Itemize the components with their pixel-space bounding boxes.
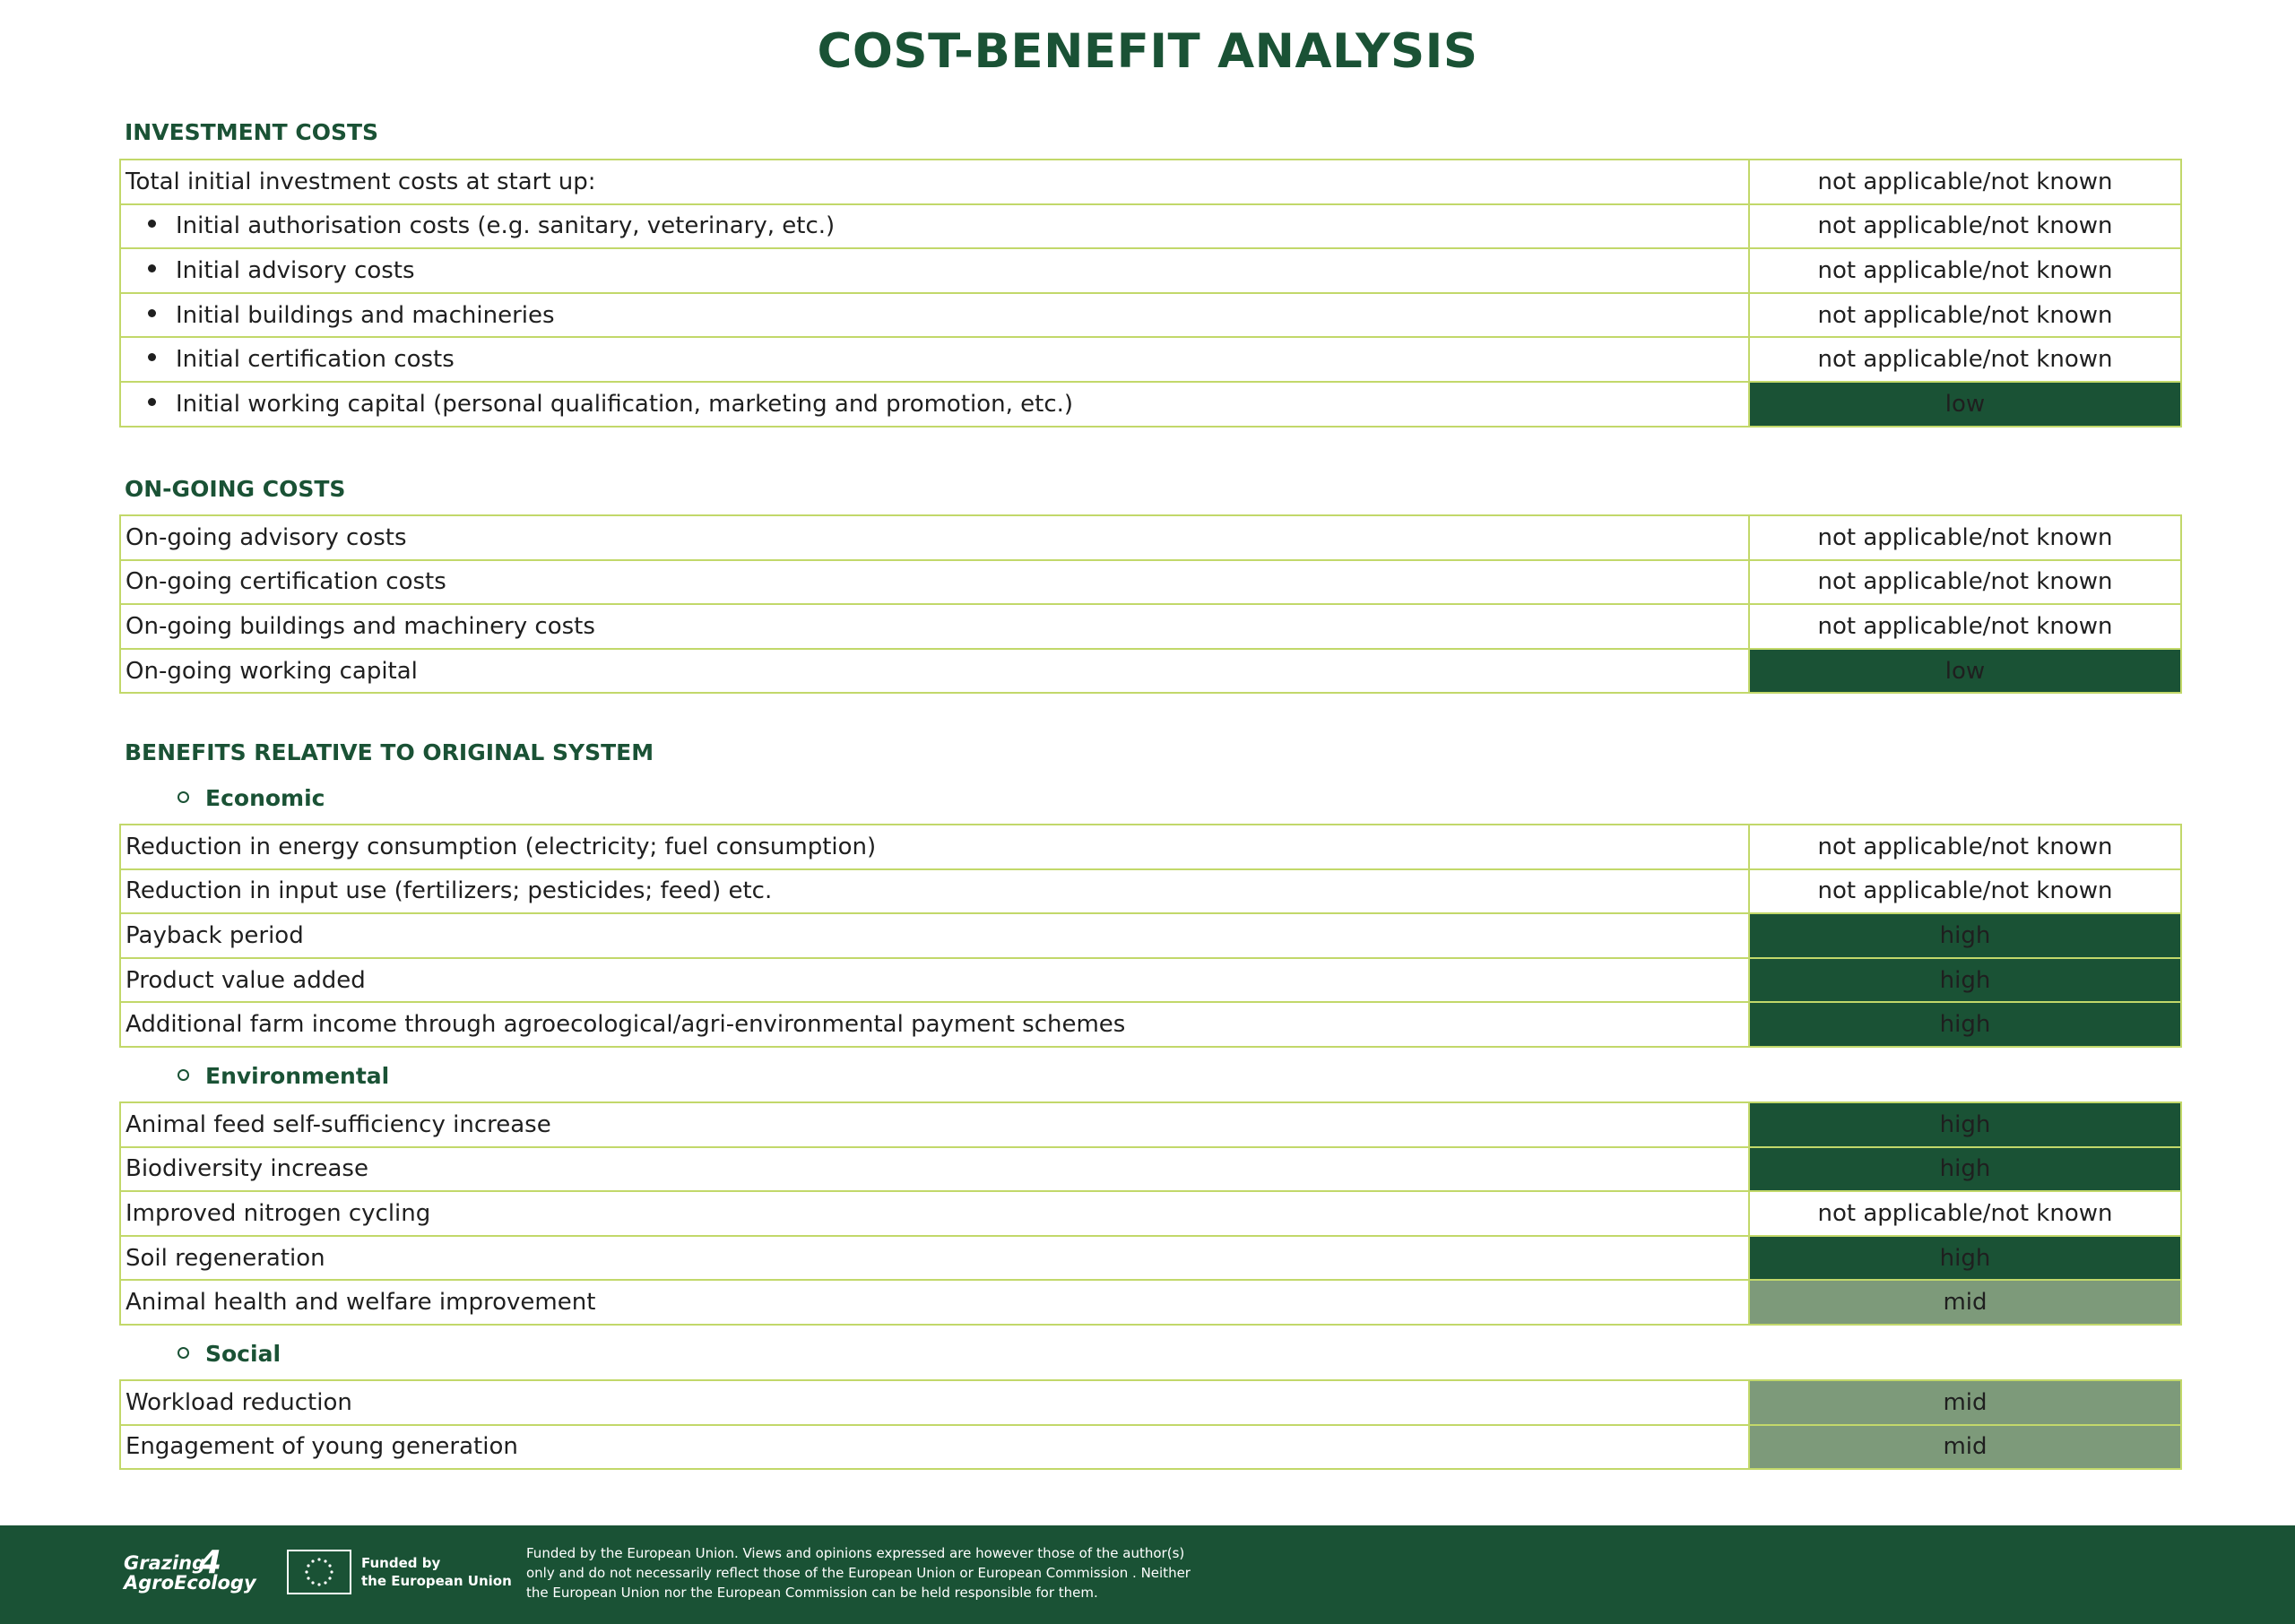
- table-row: [120, 1147, 2181, 1192]
- row-label-cell: [120, 248, 1749, 293]
- row-label: Payback period: [126, 921, 304, 949]
- row-label-cell: [120, 825, 1749, 869]
- bullet-icon: [148, 220, 156, 228]
- economic-subheading-label: Economic: [205, 785, 325, 811]
- benefits-heading: BENEFITS RELATIVE TO ORIGINAL SYSTEM: [125, 739, 654, 765]
- rating-cell: mid: [1749, 1280, 2181, 1325]
- row-label-cell: [120, 869, 1749, 914]
- logo-line1: Grazing: [124, 1552, 206, 1574]
- row-label: Initial advisory costs: [176, 256, 415, 284]
- rating-cell: not applicable/not known: [1749, 560, 2181, 605]
- footer-bar: [0, 1525, 2295, 1624]
- row-label-cell: [120, 560, 1749, 605]
- row-label: Total initial investment costs at start up:: [126, 168, 596, 195]
- row-label-cell: [120, 1147, 1749, 1192]
- table-row: [120, 204, 2181, 249]
- row-label-cell: [120, 649, 1749, 694]
- table-row: [120, 382, 2181, 427]
- table-row: [120, 1380, 2181, 1425]
- row-label: On-going advisory costs: [126, 523, 407, 551]
- row-label-cell: [120, 515, 1749, 560]
- rating-cell: not applicable/not known: [1749, 825, 2181, 869]
- row-label: Soil regeneration: [126, 1244, 325, 1272]
- rating-cell: high: [1749, 1002, 2181, 1047]
- table-row: [120, 1280, 2181, 1325]
- row-label: Additional farm income through agroecological/agri-environmental payment schemes: [126, 1011, 1126, 1039]
- row-label-cell: [120, 337, 1749, 382]
- rating-cell: not applicable/not known: [1749, 1191, 2181, 1236]
- environmental-benefits-body: [120, 1102, 2181, 1325]
- row-label: Initial working capital (personal qualification, marketing and promotion, etc.): [176, 390, 1074, 418]
- row-label-cell: [120, 1236, 1749, 1281]
- rating-cell: not applicable/not known: [1749, 869, 2181, 914]
- rating-cell: not applicable/not known: [1749, 604, 2181, 649]
- rating-cell: low: [1749, 649, 2181, 694]
- bullet-icon: [148, 398, 156, 406]
- row-label: Reduction in energy consumption (electricity; fuel consumption): [126, 833, 877, 860]
- table-row: [120, 958, 2181, 1003]
- eu-funded-line2: the European Union: [361, 1573, 512, 1589]
- rating-cell: not applicable/not known: [1749, 204, 2181, 249]
- rating-cell: mid: [1749, 1425, 2181, 1470]
- row-label: Reduction in input use (fertilizers; pesticides; feed) etc.: [126, 877, 773, 905]
- row-label-cell: [120, 204, 1749, 249]
- economic-subheading: [178, 783, 325, 814]
- row-label-cell: [120, 913, 1749, 958]
- row-label: On-going working capital: [126, 657, 418, 685]
- social-subheading-label: Social: [205, 1341, 281, 1367]
- row-label-cell: [120, 1380, 1749, 1425]
- table-row: [120, 560, 2181, 605]
- row-label-cell: [120, 604, 1749, 649]
- investment-costs-table: [119, 159, 2182, 428]
- row-label: Workload reduction: [126, 1388, 352, 1416]
- bullet-icon: [148, 309, 156, 317]
- table-row: [120, 293, 2181, 338]
- rating-cell: not applicable/not known: [1749, 515, 2181, 560]
- social-benefits-body: [120, 1380, 2181, 1469]
- row-label: On-going buildings and machinery costs: [126, 612, 595, 640]
- row-label-cell: [120, 1102, 1749, 1147]
- investment-costs-heading: INVESTMENT COSTS: [125, 119, 379, 145]
- economic-benefits-body: [120, 825, 2181, 1047]
- rating-cell: high: [1749, 958, 2181, 1003]
- rating-cell: mid: [1749, 1380, 2181, 1425]
- disclaimer-line2: only and do not necessarily reflect those of the European Union or European Commission . Neither: [526, 1565, 1191, 1581]
- table-row: [120, 160, 2181, 204]
- eu-disclaimer: [526, 1543, 1261, 1602]
- investment-costs-body: [120, 160, 2181, 427]
- row-label-cell: [120, 160, 1749, 204]
- rating-cell: high: [1749, 1102, 2181, 1147]
- row-label: Initial authorisation costs (e.g. sanitary, veterinary, etc.): [176, 212, 836, 240]
- row-label-cell: [120, 382, 1749, 427]
- table-row: [120, 248, 2181, 293]
- disclaimer-line1: Funded by the European Union. Views and opinions expressed are however those of the author(s): [526, 1545, 1185, 1561]
- grazing-agroecology-logo: [122, 1545, 265, 1604]
- table-row: [120, 869, 2181, 914]
- page-title: COST-BENEFIT ANALYSIS: [817, 24, 1478, 79]
- hollow-bullet-icon: [178, 1347, 189, 1359]
- row-label: Engagement of young generation: [126, 1433, 518, 1461]
- ongoing-costs-body: [120, 515, 2181, 693]
- eu-funded-label: [361, 1554, 512, 1590]
- table-row: [120, 337, 2181, 382]
- row-label-cell: [120, 1280, 1749, 1325]
- ongoing-costs-table: [119, 514, 2182, 694]
- rating-cell: high: [1749, 1147, 2181, 1192]
- social-subheading: [178, 1339, 281, 1369]
- row-label-cell: [120, 293, 1749, 338]
- rating-cell: not applicable/not known: [1749, 160, 2181, 204]
- eu-funded-line1: Funded by: [361, 1555, 441, 1571]
- row-label-cell: [120, 958, 1749, 1003]
- row-label-cell: [120, 1191, 1749, 1236]
- row-label: Animal feed self-sufficiency increase: [126, 1110, 551, 1138]
- hollow-bullet-icon: [178, 1069, 189, 1081]
- row-label: Initial buildings and machineries: [176, 301, 555, 329]
- table-row: [120, 825, 2181, 869]
- hollow-bullet-icon: [178, 791, 189, 803]
- logo-line2: AgroEcology: [124, 1572, 256, 1594]
- social-benefits-table: [119, 1379, 2182, 1470]
- logo-number: 4: [199, 1544, 222, 1581]
- rating-cell: not applicable/not known: [1749, 293, 2181, 338]
- table-row: [120, 1236, 2181, 1281]
- row-label-cell: [120, 1002, 1749, 1047]
- table-row: [120, 913, 2181, 958]
- table-row: [120, 1002, 2181, 1047]
- rating-cell: low: [1749, 382, 2181, 427]
- row-label: Improved nitrogen cycling: [126, 1199, 431, 1227]
- rating-cell: not applicable/not known: [1749, 248, 2181, 293]
- disclaimer-line3: the European Union nor the European Commission can be held responsible for them.: [526, 1585, 1098, 1601]
- row-label: Initial certification costs: [176, 346, 455, 374]
- row-label: Product value added: [126, 966, 366, 994]
- row-label: Biodiversity increase: [126, 1155, 368, 1183]
- table-row: [120, 1425, 2181, 1470]
- rating-cell: not applicable/not known: [1749, 337, 2181, 382]
- bullet-icon: [148, 264, 156, 272]
- eu-flag-icon: [287, 1550, 351, 1594]
- table-row: [120, 1102, 2181, 1147]
- rating-cell: high: [1749, 1236, 2181, 1281]
- row-label: Animal health and welfare improvement: [126, 1289, 596, 1317]
- ongoing-costs-heading: ON-GOING COSTS: [125, 476, 346, 502]
- table-row: [120, 1191, 2181, 1236]
- table-row: [120, 515, 2181, 560]
- economic-benefits-table: [119, 824, 2182, 1048]
- table-row: [120, 649, 2181, 694]
- environmental-subheading-label: Environmental: [205, 1063, 390, 1089]
- row-label-cell: [120, 1425, 1749, 1470]
- eu-stars-icon: [289, 1551, 350, 1593]
- table-row: [120, 604, 2181, 649]
- environmental-subheading: [178, 1061, 389, 1092]
- environmental-benefits-table: [119, 1101, 2182, 1326]
- rating-cell: high: [1749, 913, 2181, 958]
- bullet-icon: [148, 353, 156, 361]
- row-label: On-going certification costs: [126, 568, 446, 596]
